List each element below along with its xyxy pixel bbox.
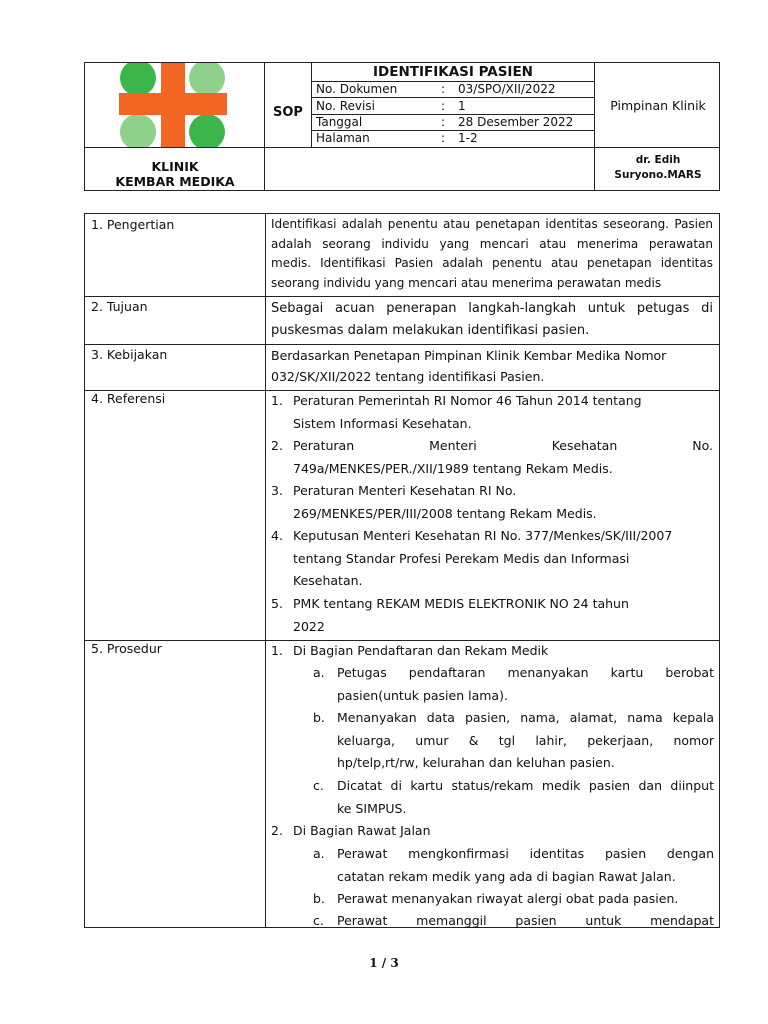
meta-colon: : <box>441 99 446 113</box>
text-line: Sebagai acuan penerapan langkah-langkah untuk petugas di <box>271 301 713 316</box>
section-label: 2. Tujuan <box>91 299 148 314</box>
substep-text <box>337 707 714 775</box>
substep-letter: a. <box>313 846 325 861</box>
text-line: tentang Standar Profesi Perekam Medis dan Informasi <box>293 550 630 566</box>
text-line: puskesmas dalam melakukan identifikasi pasien. <box>271 323 590 338</box>
section-text <box>271 345 713 387</box>
step-number: 2. <box>271 823 283 838</box>
meta-value: 1-2 <box>458 131 478 145</box>
list-text <box>293 593 713 638</box>
divider <box>85 296 719 297</box>
substep-text <box>337 910 714 933</box>
divider <box>85 147 719 148</box>
text-line: pasien(untuk pasien lama). <box>337 687 508 703</box>
text-line: ke SIMPUS. <box>337 800 407 816</box>
step-number: 1. <box>271 643 283 658</box>
substep-letter: b. <box>313 710 325 725</box>
meta-key: No. Revisi <box>316 99 375 113</box>
divider <box>265 214 266 927</box>
text-line: PMK tentang REKAM MEDIS ELEKTRONIK NO 24 tahun <box>293 596 629 611</box>
section-text <box>271 298 713 342</box>
logo-circle <box>120 114 156 147</box>
text-line: Kesehatan. <box>293 573 363 588</box>
text-line <box>293 435 713 458</box>
meta-key: No. Dokumen <box>316 82 398 96</box>
substep-text <box>337 775 714 820</box>
text-line: hp/telp,rt/rw, kelurahan dan keluhan pasien. <box>337 755 615 770</box>
meta-value: 1 <box>458 99 466 113</box>
meta-row-date <box>311 114 595 130</box>
text-line: seorang individu yang mencari atau menerima perawatan medis <box>271 275 662 290</box>
meta-colon: : <box>441 115 446 129</box>
sop-content-table <box>84 213 720 928</box>
list-number: 2. <box>271 438 283 453</box>
text-line: Berdasarkan Penetapan Pimpinan Klinik Kembar Medika Nomor <box>271 348 667 363</box>
text-line: keluarga, umur & tgl lahir, pekerjaan, nomor <box>337 732 714 748</box>
text-line: Keputusan Menteri Kesehatan RI No. 377/Menkes/SK/III/2007 <box>293 528 673 543</box>
text-line: Menanyakan data pasien, nama, alamat, nama kepala <box>337 710 714 725</box>
section-label: 4. Referensi <box>91 391 166 406</box>
page-number: 1 / 3 <box>369 956 399 970</box>
logo-cross <box>119 93 227 115</box>
text-line: Perawat memanggil pasien untuk mendapat <box>337 913 714 928</box>
sop-header-table <box>84 62 720 191</box>
text-line: adalah seorang individu yang mencari atau menerima perawatan <box>271 236 713 251</box>
logo-circle <box>189 63 225 96</box>
meta-row-pages <box>311 130 595 146</box>
text-line: 2022 <box>293 618 325 634</box>
meta-value: 03/SPO/XII/2022 <box>458 82 556 96</box>
document-title: IDENTIFIKASI PASIEN <box>373 64 533 80</box>
step-title: Di Bagian Pendaftaran dan Rekam Medik <box>293 643 549 658</box>
step-title: Di Bagian Rawat Jalan <box>293 823 431 838</box>
substep-text <box>337 662 714 707</box>
substep-letter: a. <box>313 665 325 680</box>
section-label: 1. Pengertian <box>91 217 175 232</box>
approver-title: Pimpinan Klinik <box>610 97 706 113</box>
clinic-logo <box>119 63 227 147</box>
meta-row-revision <box>311 98 595 114</box>
list-number: 4. <box>271 528 283 543</box>
sop-label: SOP <box>273 104 303 120</box>
substep-text <box>337 843 714 888</box>
meta-key: Tanggal <box>316 115 363 129</box>
list-number: 5. <box>271 596 283 611</box>
text-line: Dicatat di kartu status/rekam medik pasien dan diinput <box>337 778 714 793</box>
meta-row-document-number <box>311 81 595 97</box>
clinic-name-line: KLINIK <box>151 159 199 174</box>
text-line: medis. Identifikasi Pasien adalah penentu atau penetapan identitas <box>271 256 713 270</box>
meta-value: 28 Desember 2022 <box>458 115 574 129</box>
section-label: 5. Prosedur <box>91 641 162 656</box>
signer-name <box>595 153 721 183</box>
text-line: 032/SK/XII/2022 tentang identifikasi Pasien. <box>271 369 545 384</box>
section-label: 3. Kebijakan <box>91 347 168 362</box>
list-number: 1. <box>271 393 283 408</box>
section-text <box>271 215 713 293</box>
substep-letter: b. <box>313 891 325 906</box>
list-text <box>293 435 713 480</box>
text-line: 749a/MENKES/PER./XII/1989 tentang Rekam Medis. <box>293 460 613 476</box>
clinic-name-line: KEMBAR MEDIKA <box>115 174 235 189</box>
text-line: Perawat menanyakan riwayat alergi obat pada pasien. <box>337 891 679 906</box>
list-text <box>293 390 713 435</box>
text-line: Peraturan Pemerintah RI Nomor 46 Tahun 2014 tentang <box>293 393 642 408</box>
clinic-name <box>85 159 265 189</box>
list-text <box>293 525 713 593</box>
text-line: Sistem Informasi Kesehatan. <box>293 415 472 431</box>
text-line: 269/MENKES/PER/III/2008 tentang Rekam Medis. <box>293 505 597 521</box>
text-line: Perawat mengkonfirmasi identitas pasien dengan <box>337 846 714 861</box>
text-line: Identifikasi adalah penentu atau penetapan identitas seseorang. Pasien <box>271 217 713 231</box>
text-line-content: Peraturan Menteri Kesehatan No. <box>293 438 713 453</box>
substep-text <box>337 888 714 911</box>
substep-letter: c. <box>313 913 324 928</box>
meta-key: Halaman <box>316 131 370 145</box>
meta-colon: : <box>441 82 446 96</box>
text-line: Petugas pendaftaran menanyakan kartu berobat <box>337 665 714 680</box>
signer-line: dr. Edih <box>635 154 681 166</box>
substep-letter: c. <box>313 778 324 793</box>
text-line: Peraturan Menteri Kesehatan RI No. <box>293 483 517 498</box>
list-text <box>293 480 713 525</box>
list-number: 3. <box>271 483 283 498</box>
text-line: catatan rekam medik yang ada di bagian Rawat Jalan. <box>337 868 676 884</box>
signer-line: Suryono.MARS <box>614 169 702 181</box>
logo-circle <box>120 63 156 96</box>
logo-circle <box>189 114 225 147</box>
meta-colon: : <box>441 131 446 145</box>
